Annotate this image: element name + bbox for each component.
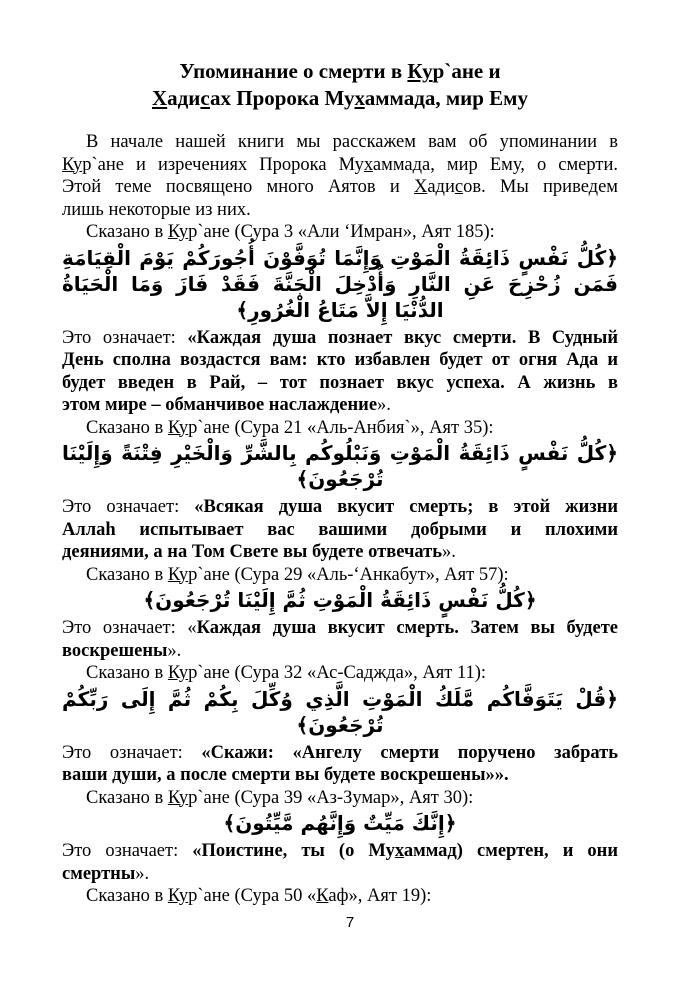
meaning-label: Это означает: [62,497,195,517]
intro-text: Ку [62,154,83,175]
meaning-line [62,394,618,417]
meaning-paragraph [62,742,618,787]
source-text: р`ане (Сура 21 «Аль-Анбия`», Аят 35): [188,417,494,438]
intro-text: лишь некоторые из них. [62,199,251,220]
meaning-text: ». [442,542,456,562]
source-text: К [316,886,329,906]
meaning-text: «Каждая душа познает вкус смерти. В Судный [187,327,618,348]
meaning-line [62,496,618,519]
intro-text: В начале нашей книги мы расскажем вам об упоминании в [86,132,618,152]
meaning-text: «Скажи: «Ангелу смерти поручено забрать [201,742,619,763]
source-text: р`ане (Сура 50 « [188,886,317,906]
meaning-text: этом мире – обманчивое наслаждение [62,395,378,415]
meaning-text: деяниями, а на Том Свете вы будете отвечать [62,542,443,562]
intro-line [62,154,618,177]
page-number: 7 [345,914,355,931]
source-text: р`ане (Сура 32 «Ас-Саджда», Аят 11): [188,663,487,683]
quran-source-line [62,662,618,685]
meaning-paragraph [62,617,618,662]
source-text: р`ане (Сура 29 «Аль-‘Анкабут», Аят 57): [188,564,509,585]
title-line-1 [62,58,618,85]
arabic-verse: ﴿إِنَّكَ مَيِّتٌ وَإِنَّهُم مَّيِّتُونَ﴾ [223,811,457,835]
intro-paragraph [62,131,618,221]
meaning-line: ваши души, а после смерти вы будете воскрешены»». [62,765,509,785]
arabic-verse: ﴿كُلُّ نَفْسٍ ذَائِقَةُ الْمَوْتِ ثُمَّ إِلَيْنَا تُرْجَعُونَ﴾ [143,588,537,612]
title-text: с [200,86,210,110]
title-text: ади [167,86,201,110]
meaning-line [62,863,618,886]
source-text: Сказано в [86,663,168,683]
source-text: Ку [167,886,189,906]
title-text: Упоминание о смерти в [179,59,408,83]
title-text: Ку [407,59,433,83]
source-text: Сказано в [86,787,168,808]
title-text: Х [152,86,168,110]
quran-source-line [62,885,618,908]
meaning-text: «Поистине, ты (о Му [192,841,395,861]
meaning-text: смертны [62,863,136,884]
title-text: р`ане и [432,59,501,83]
intro-line [62,199,618,222]
source-text: Сказано в [86,564,168,585]
quran-source-line [62,564,618,587]
meaning-line [62,640,618,663]
meaning-line: День сполна воздастся вам: кто избавлен будет от огня Ада и [62,350,618,370]
meaning-line [62,327,618,350]
intro-text: р`ане и изречениях Пророка Му [82,154,364,175]
meaning-label: Это означает: [62,327,188,348]
intro-text: ади [427,177,455,197]
intro-line [62,176,618,199]
intro-text: Х [413,177,428,197]
intro-text: ов. Мы приведем [463,177,618,197]
meaning-paragraph [62,327,618,417]
intro-text: с [454,177,464,197]
meaning-line: Аллаh испытывает вас вашими добрыми и плохими [62,519,618,540]
meaning-label: Это означает: « [62,618,197,638]
source-text: Ку [167,417,189,438]
meaning-text: «Всякая душа вкусит смерть; в этой жизни [194,497,618,517]
source-text: Ку [167,564,189,585]
source-text: Ку [167,222,189,242]
intro-text: Этой теме посвящено много Аятов и [62,177,414,197]
meaning-line [62,617,618,640]
meaning-line [62,840,618,863]
meaning-text: воскрешены [62,640,168,661]
title-text: ах Пророка Му [209,86,355,110]
source-text: р`ане (Сура 3 «Али ‘Имран», Аят 185): [188,222,495,242]
quran-source-line [62,221,618,244]
source-text: Сказано в [86,886,168,906]
meaning-paragraph [62,496,618,564]
page-title [62,58,618,112]
meaning-paragraph [62,840,618,885]
meaning-text: аммад) смертен, и они [403,841,618,861]
meaning-text: ». [167,640,182,661]
quran-source-line [62,787,618,810]
source-text: Сказано в [86,222,168,242]
arabic-verse: ﴿كُلُّ نَفْسٍ ذَائِقَةُ الْمَوْتِ وَنَبْلُوكُم بِالشَّرِّ وَالْخَيْرِ فِتْنَةً وَإِلَيْنَا تُرْجَعُونَ﴾ [62,441,618,491]
meaning-text: ». [135,863,150,884]
source-text: Ку [167,663,189,683]
source-text: Сказано в [86,417,168,438]
intro-text: аммада, мир Ему, о смерти. [372,154,618,175]
document-page [62,58,618,908]
title-text: аммада, мир Ему [364,86,528,110]
meaning-text: Каждая душа вкусит смерть. Затем вы будете [196,618,619,638]
intro-line [62,131,618,154]
quran-source-line [62,417,618,440]
meaning-text: ». [377,395,391,415]
title-line-2 [62,85,618,112]
arabic-verse: ﴿قُلْ يَتَوَفَّاكُم مَّلَكُ الْمَوْتِ الَّذِي وُكِّلَ بِكُمْ ثُمَّ إِلَى رَبِّكُمْ تُرْجَعُونَ﴾ [62,686,618,737]
title-text: х [354,86,365,110]
arabic-verse: ﴿كُلُّ نَفْسٍ ذَائِقَةُ الْمَوْتِ وَإِنَّمَا تُوَفَّوْنَ أُجُورَكُمْ يَوْمَ الْقِيَامَةِ فَمَن زُحْزِحَ عَنِ النَّارِ وَأُدْخِلَ الْجَنَّةَ فَقَدْ فَازَ وَمَا الْحَيَاةُ الدُّنْيَا إِلاَّ مَتَاعُ الْغُرُورِ﴾ [62,245,618,322]
source-text: р`ане (Сура 39 «Аз-Зумар», Аят 30): [188,787,474,808]
meaning-label: Это означает: [62,742,202,763]
meaning-line: будет введен в Рай, – тот познает вкус успеха. А жизнь в [62,372,618,393]
meaning-line [62,742,618,765]
meaning-text: х [394,841,404,861]
intro-text: х [363,154,373,175]
source-text: Ку [167,787,189,808]
meaning-line [62,541,618,564]
source-text: аф», Аят 19): [328,886,432,906]
meaning-label: Это означает: [62,841,193,861]
